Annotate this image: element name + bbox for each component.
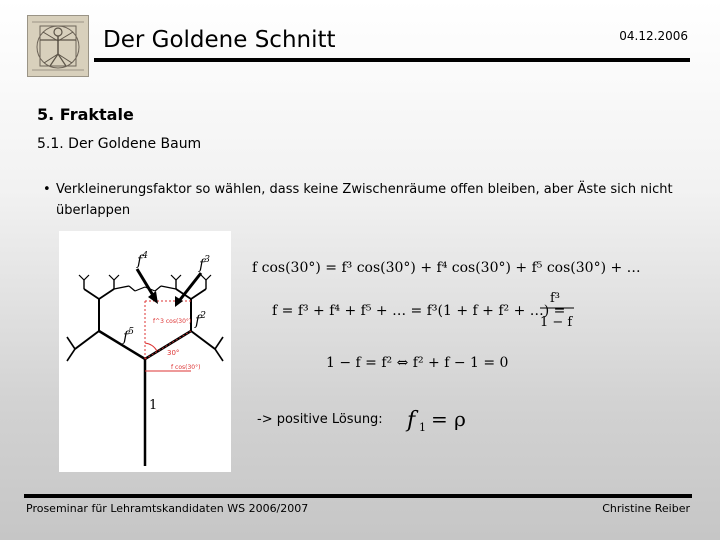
subsection-heading: 5.1. Der Goldene Baum [37,136,202,152]
footer-author: Christine Reiber [602,502,690,515]
formula-line-2-denominator: 1 − f [540,315,573,330]
golden-tree-diagram [59,231,231,472]
result-f: f [407,408,416,433]
label-f5-exp: 5 [128,327,134,337]
golden-tree-figure [59,231,231,472]
label-f5: f [123,329,129,345]
formula-line-1: f cos(30°) = f³ cos(30°) + f⁴ cos(30°) + f⁵ cos(30°) + … [252,260,641,276]
vitruvian-man-icon [28,16,88,76]
label-f3-exp: 3 [204,255,210,265]
label-angle: 30° [167,349,180,357]
bullet-icon: • [43,182,51,197]
bullet-point [43,179,683,221]
svg-text:f4 [136,251,148,269]
result-rho: = ρ [431,407,466,431]
label-f3: f [199,257,205,273]
formula-line-2-numerator: f³ [550,291,561,306]
result-label: -> positive Lösung: [257,412,383,427]
slide-title: Der Goldene Schnitt [103,27,336,53]
formula-line-3: 1 − f = f² ⇔ f² + f − 1 = 0 [326,355,509,371]
label-f2: f [195,313,201,329]
result-subscript: 1 [419,421,426,434]
svg-text:f2 [194,311,206,329]
label-one: 1 [149,398,158,413]
vitruvian-man-logo [27,15,89,77]
slide-date: 04.12.2006 [619,29,688,43]
footer-course: Proseminar für Lehramtskandidaten WS 2006/2007 [26,502,309,515]
label-f4-exp: 4 [142,251,148,261]
label-f-cos: f cos(30°) [171,364,201,371]
result-formula [405,400,475,440]
svg-text:f5 [122,327,134,345]
header-rule [94,58,690,62]
label-f3-cos: f^3 cos(30°) [153,318,192,325]
footer-rule [24,494,692,498]
label-f2-exp: 2 [200,311,206,321]
label-f4: f [137,253,143,269]
bullet-text: Verkleinerungsfaktor so wählen, dass keine Zwischenräume offen bleiben, aber Äste sich nicht überlappen [56,182,673,218]
svg-text:f3 [198,255,210,273]
section-heading: 5. Fraktale [37,105,134,124]
formula-line-2: f = f³ + f⁴ + f⁵ + … = f³(1 + f + f² + …) = [272,303,566,319]
